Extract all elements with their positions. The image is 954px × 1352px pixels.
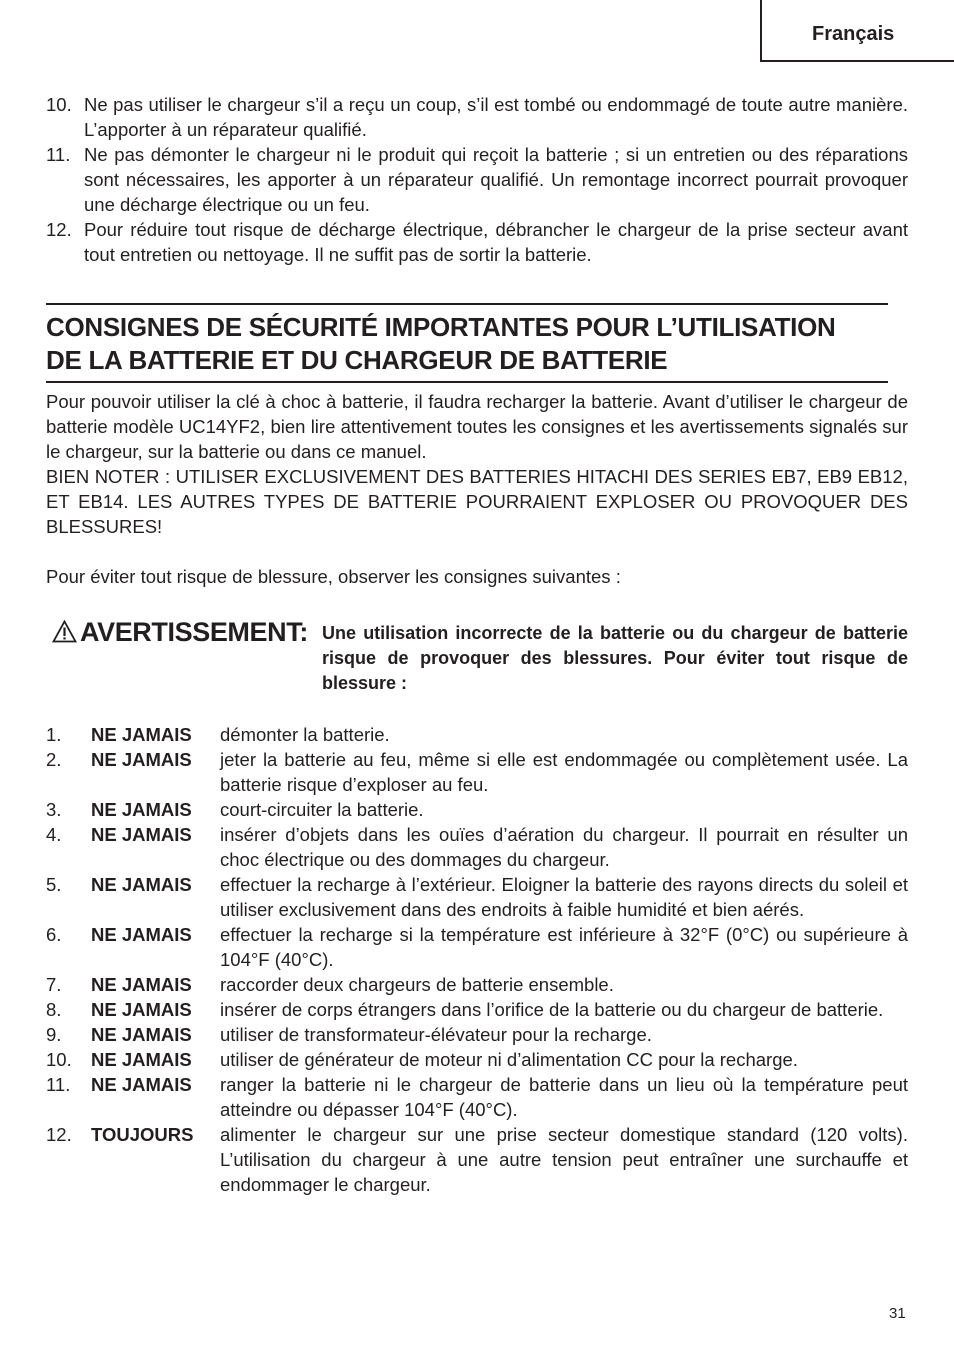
rule-keyword: TOUJOURS (91, 1124, 194, 1145)
rule-keyword: NE JAMAIS (91, 999, 192, 1020)
spacer (46, 539, 908, 564)
rule-text: utiliser de transformateur-élévateur pour la recharge. (220, 1024, 652, 1045)
section-title-line-2: DE LA BATTERIE ET DU CHARGEUR DE BATTERIE (46, 345, 668, 375)
rule-text: ranger la batterie ni le chargeur de batterie dans un lieu où la température peut atteindre ou dépasser 104°F (40°C). (220, 1074, 908, 1120)
rule-text: effectuer la recharge si la température est inférieure à 32°F (0°C) ou supérieure à 104°F (40°C). (220, 924, 908, 970)
rule-text: insérer de corps étrangers dans l’orifice de la batterie ou du chargeur de batterie. (220, 999, 884, 1020)
rule-number: 2. (46, 749, 62, 770)
rule-text: démonter la batterie. (220, 724, 390, 745)
intro-instruction: Pour éviter tout risque de blessure, observer les consignes suivantes : (46, 566, 621, 587)
list-item (46, 1047, 908, 1072)
list-item-number: 12. (46, 219, 72, 240)
list-item (46, 722, 908, 747)
warning-text: Une utilisation incorrecte de la batterie ou du chargeur de batterie risque de provoquer des blessures. Pour éviter tout risque de blessure : (322, 623, 908, 693)
rule-number: 11. (46, 1074, 71, 1095)
warning-triangle-icon (52, 620, 77, 643)
rule-text: alimenter le chargeur sur une prise secteur domestique standard (120 volts). L’utilisation du chargeur à une autre tension peut entraîner une surchauffe et endommager le chargeur. (220, 1124, 908, 1195)
list-item (46, 217, 908, 267)
section-title-line-1: CONSIGNES DE SÉCURITÉ IMPORTANTES POUR L’UTILISATION (46, 312, 836, 342)
rule-text: utiliser de générateur de moteur ni d’alimentation CC pour la recharge. (220, 1049, 798, 1070)
rule-number: 5. (46, 874, 62, 895)
list-item-text: Ne pas démonter le chargeur ni le produit qui reçoit la batterie ; si un entretien ou des réparations sont nécessaires, les apporter à un réparateur qualifié. Un remontage incorrect pourrait provoquer une décharge électrique ou un feu. (84, 144, 908, 215)
list-item (46, 972, 908, 997)
battery-notice: BIEN NOTER : UTILISER EXCLUSIVEMENT DES BATTERIES HITACHI DES SERIES EB7, EB9 EB12, ET EB14. LES AUTRES TYPES DE BATTERIE POURRAIENT EXPLOSER OU PROVOQUER DES BLESSURES! (46, 466, 908, 537)
language-tab (760, 0, 954, 62)
language-label: Français (812, 23, 895, 45)
rule-text: jeter la batterie au feu, même si elle est endommagée ou complètement usée. La batterie risque d’exploser au feu. (220, 749, 908, 795)
rule-number: 4. (46, 824, 62, 845)
rule-number: 6. (46, 924, 62, 945)
list-item-text: Ne pas utiliser le chargeur s’il a reçu un coup, s’il est tombé ou endommagé de toute autre manière. L’apporter à un réparateur qualifié. (84, 94, 908, 140)
rule-keyword: NE JAMAIS (91, 1049, 192, 1070)
list-item (46, 1072, 908, 1122)
warning-block (46, 614, 908, 704)
rule-keyword: NE JAMAIS (91, 874, 192, 895)
list-item (46, 142, 908, 217)
rule-number: 9. (46, 1024, 62, 1045)
intro-paragraph: Pour pouvoir utiliser la clé à choc à batterie, il faudra recharger la batterie. Avant d’utiliser le chargeur de batterie modèle UC14YF2, bien lire attentivement toutes les consignes et les avertissements signalés sur le chargeur, sur la batterie ou dans ce manuel. (46, 391, 908, 462)
list-item (46, 1022, 908, 1047)
list-item (46, 747, 908, 797)
list-item (46, 822, 908, 872)
rule-number: 3. (46, 799, 62, 820)
list-item (46, 1122, 908, 1197)
list-item (46, 922, 908, 972)
rule-number: 12. (46, 1124, 72, 1145)
section-heading (46, 303, 888, 383)
rule-number: 8. (46, 999, 62, 1020)
rule-text: insérer d’objets dans les ouïes d’aération du chargeur. Il pourrait en résulter un choc électrique ou des dommages du chargeur. (220, 824, 908, 870)
list-item (46, 797, 908, 822)
rule-keyword: NE JAMAIS (91, 1024, 192, 1045)
rule-keyword: NE JAMAIS (91, 974, 192, 995)
warning-label: AVERTISSEMENT: (80, 617, 308, 647)
rule-number: 7. (46, 974, 62, 995)
rule-keyword: NE JAMAIS (91, 799, 192, 820)
list-item (46, 997, 908, 1022)
list-item-text: Pour réduire tout risque de décharge électrique, débrancher le chargeur de la prise secteur avant tout entretien ou nettoyage. Il ne suffit pas de sortir la batterie. (84, 219, 908, 265)
page-number: 31 (889, 1305, 906, 1322)
list-item-number: 11. (46, 144, 71, 165)
rule-text: court-circuiter la batterie. (220, 799, 424, 820)
rule-text: effectuer la recharge à l’extérieur. Eloigner la batterie des rayons directs du soleil et utiliser exclusivement dans des endroits à faible humidité et bien aérés. (220, 874, 908, 920)
rule-number: 1. (46, 724, 62, 745)
rule-keyword: NE JAMAIS (91, 724, 192, 745)
list-item-number: 10. (46, 94, 72, 115)
battery-rules-list (46, 722, 908, 1197)
rule-keyword: NE JAMAIS (91, 749, 192, 770)
charger-instructions-list (46, 92, 908, 267)
rule-keyword: NE JAMAIS (91, 924, 192, 945)
rule-keyword: NE JAMAIS (91, 824, 192, 845)
rule-text: raccorder deux chargeurs de batterie ensemble. (220, 974, 614, 995)
intro-text (46, 389, 908, 589)
rule-keyword: NE JAMAIS (91, 1074, 192, 1095)
list-item (46, 872, 908, 922)
list-item (46, 92, 908, 142)
rule-number: 10. (46, 1049, 72, 1070)
